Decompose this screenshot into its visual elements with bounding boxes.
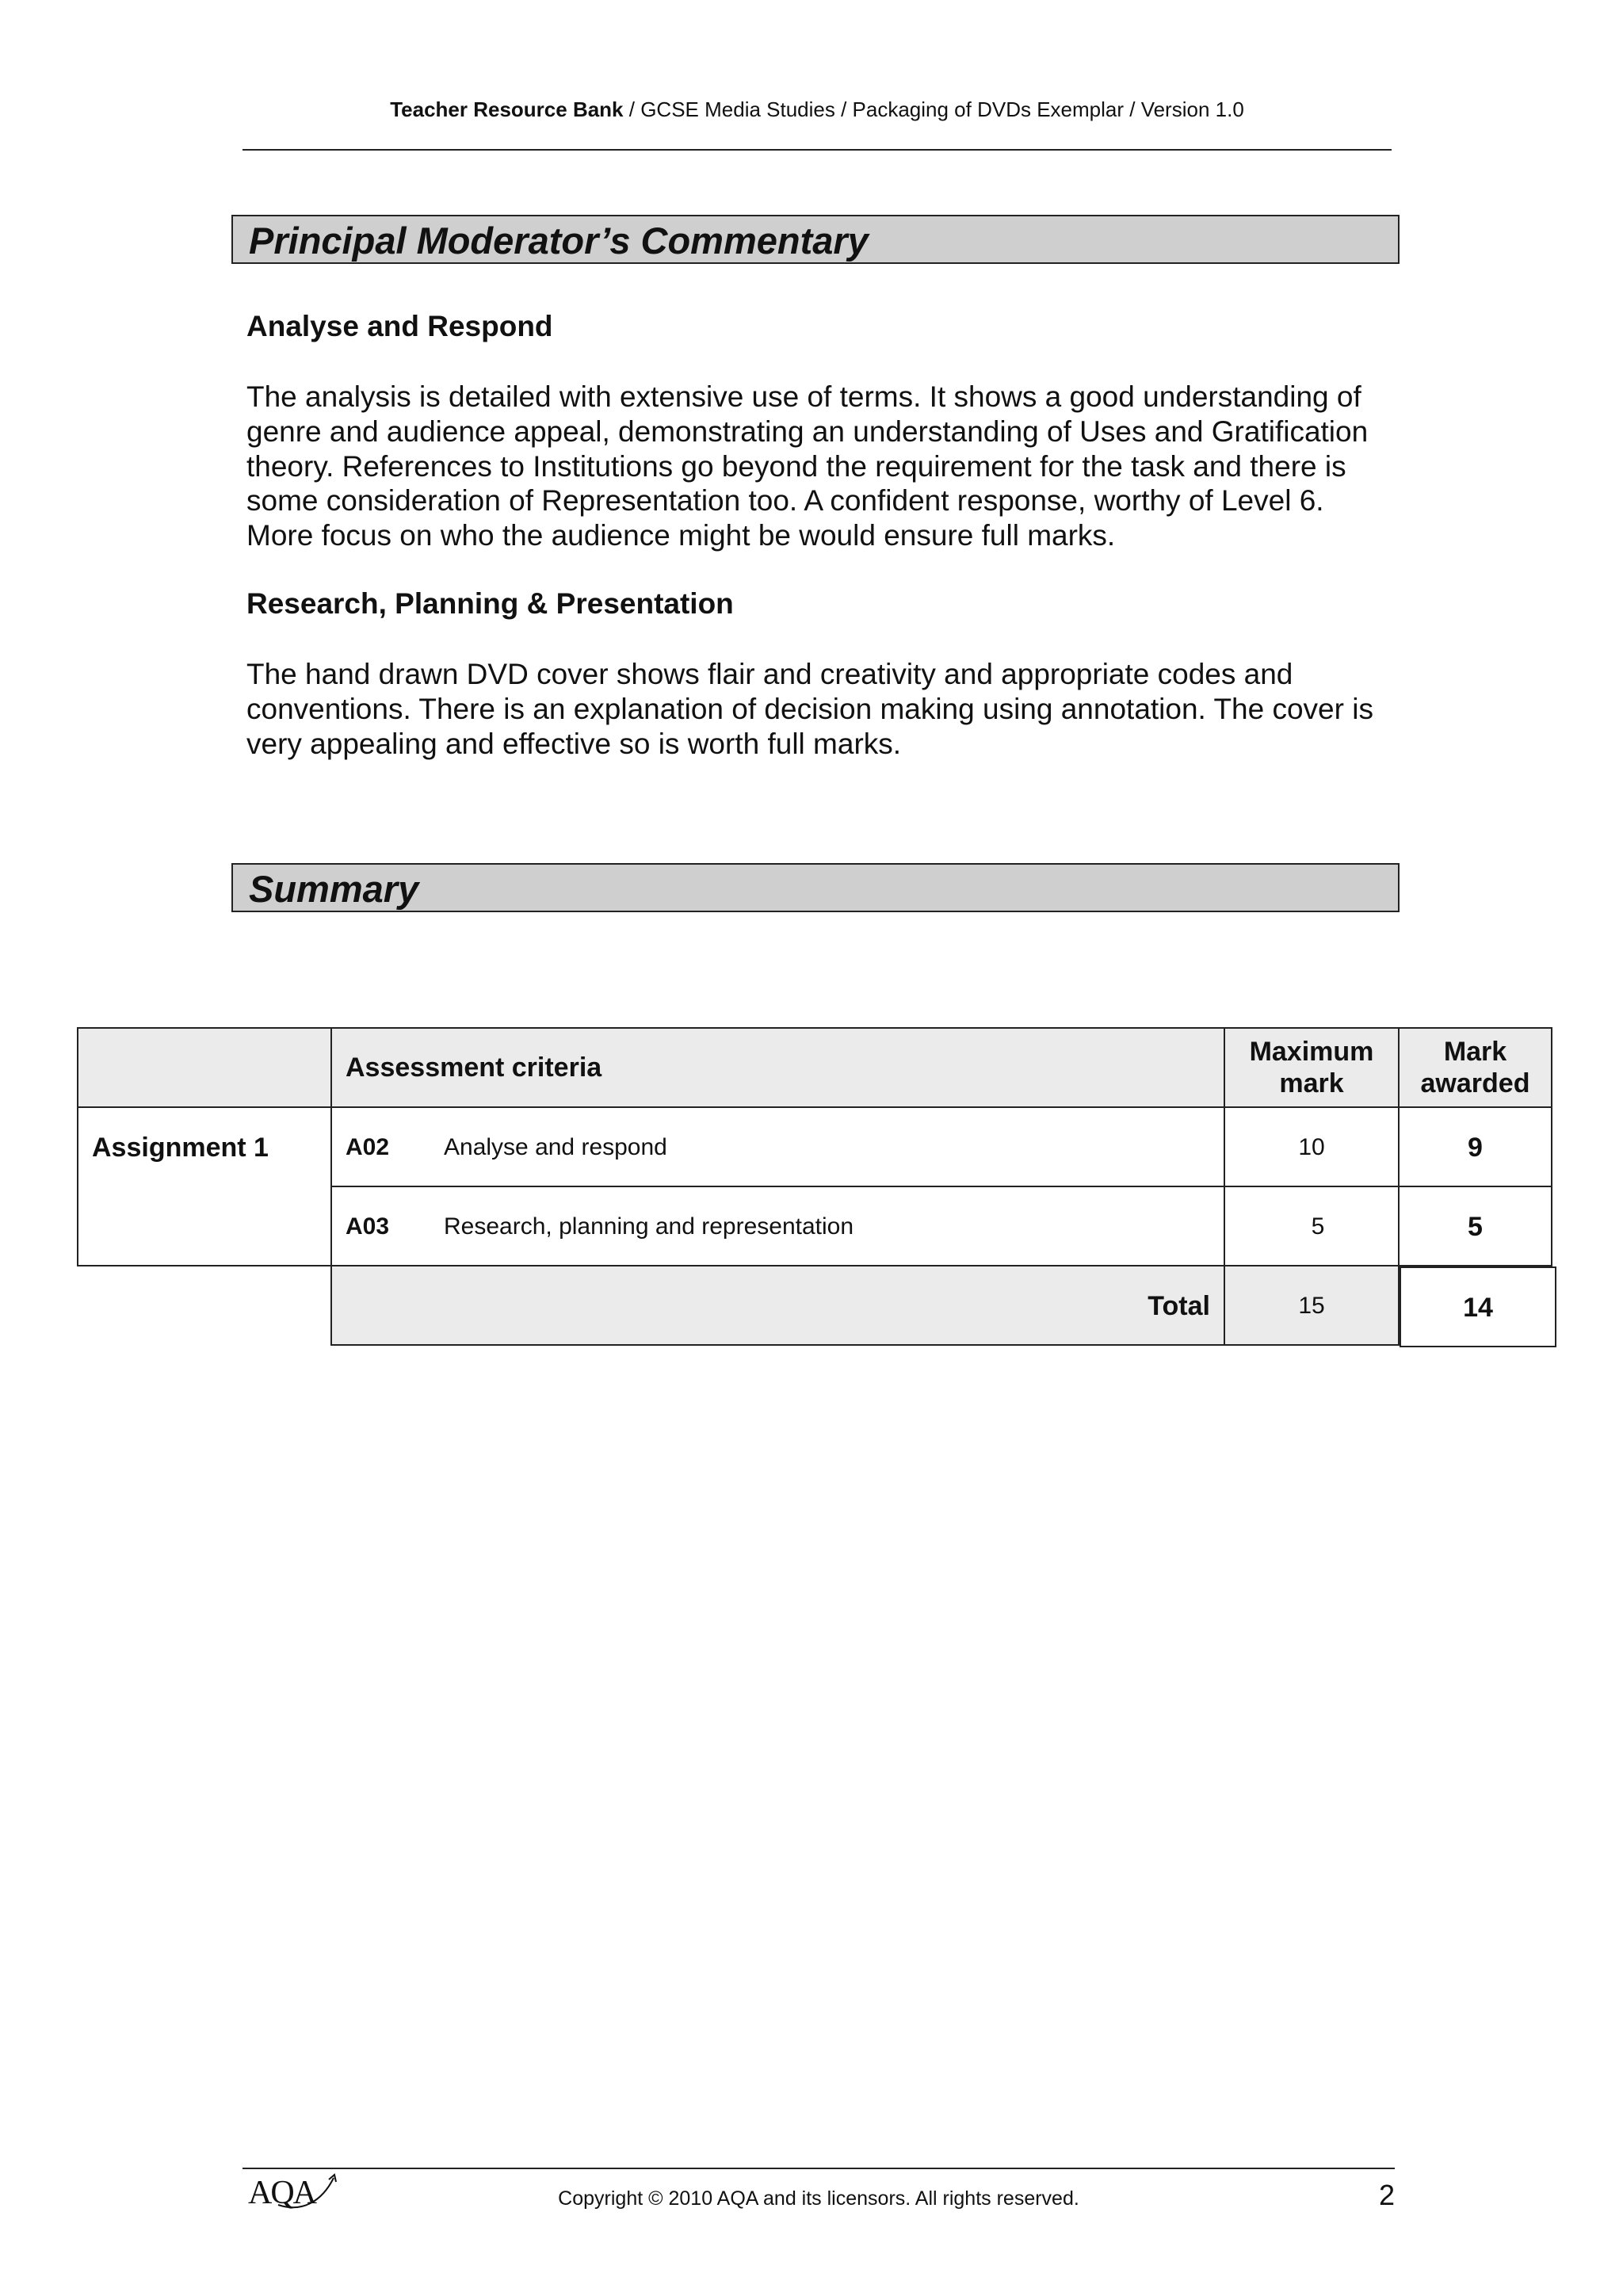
criterion-name: Research, planning and representation	[444, 1213, 854, 1240]
total-awarded-mark: 14	[1463, 1293, 1493, 1323]
table-row	[330, 1106, 1225, 1187]
table-header-max-line2: mark	[1279, 1068, 1344, 1098]
commentary-title: Principal Moderator’s Commentary	[249, 220, 869, 262]
total-label: Total	[1148, 1291, 1210, 1321]
total-label-cell	[330, 1265, 1225, 1346]
table-header-awarded-cell	[1398, 1027, 1552, 1108]
header-rule	[242, 149, 1392, 151]
page-number: 2	[1378, 2179, 1395, 2211]
total-awarded-cell	[1400, 1266, 1556, 1347]
awarded-mark-cell	[1398, 1186, 1552, 1266]
running-header-series: Teacher Resource Bank	[390, 97, 624, 121]
criterion-name: Analyse and respond	[444, 1134, 667, 1160]
table-header-blank-cell	[77, 1027, 332, 1108]
total-max-cell	[1224, 1265, 1400, 1346]
awarded-mark-cell	[1398, 1106, 1552, 1187]
analyse-respond-paragraph: The analysis is detailed with extensive use of terms. It shows a good understanding of genre and audience appeal, demonstrating an understanding of Uses and Gratification theory. References to Institutions go beyond the requirement for the task and there is some consideration of Representation too. A confident response, worthy of Level 6. More focus on who the audience might be would ensure full marks.	[246, 380, 1369, 552]
awarded-mark: 5	[1468, 1212, 1483, 1242]
table-header-awarded-line2: awarded	[1420, 1068, 1530, 1098]
table-header-criteria: Assessment criteria	[346, 1052, 602, 1083]
copyright-notice: Copyright © 2010 AQA and its licensors. All rights reserved.	[558, 2187, 1079, 2210]
table-header-max-line1: Maximum	[1249, 1037, 1374, 1067]
running-header	[242, 97, 1392, 122]
research-planning-paragraph: The hand drawn DVD cover shows flair and creativity and appropriate codes and conventions. There is an explanation of decision making using annotation. The cover is very appealing and effective so is worth full marks.	[246, 658, 1373, 760]
awarded-mark: 9	[1468, 1133, 1483, 1163]
footer-rule	[242, 2168, 1395, 2169]
table-header-criteria-cell	[330, 1027, 1225, 1108]
criterion-code: A02	[346, 1134, 390, 1160]
max-mark: 10	[1298, 1134, 1325, 1160]
total-max-mark: 15	[1298, 1293, 1325, 1319]
table-header-max-cell	[1224, 1027, 1400, 1108]
running-header-path: / GCSE Media Studies / Packaging of DVDs Exemplar / Version 1.0	[623, 97, 1244, 121]
aqa-logo-text: AQA	[248, 2175, 315, 2211]
table-header-awarded-line1: Mark	[1443, 1037, 1507, 1067]
assignment-label: Assignment 1	[92, 1133, 269, 1163]
max-mark-cell	[1224, 1186, 1400, 1266]
assignment-cell	[77, 1106, 332, 1266]
table-row	[330, 1186, 1225, 1266]
research-planning-heading: Research, Planning & Presentation	[246, 587, 734, 620]
summary-title-box	[231, 863, 1400, 912]
max-mark: 5	[1311, 1213, 1325, 1240]
criterion-code: A03	[346, 1213, 390, 1240]
commentary-title-box	[231, 215, 1400, 264]
max-mark-cell	[1224, 1106, 1400, 1187]
summary-title: Summary	[249, 868, 419, 910]
analyse-respond-heading: Analyse and Respond	[246, 310, 553, 342]
